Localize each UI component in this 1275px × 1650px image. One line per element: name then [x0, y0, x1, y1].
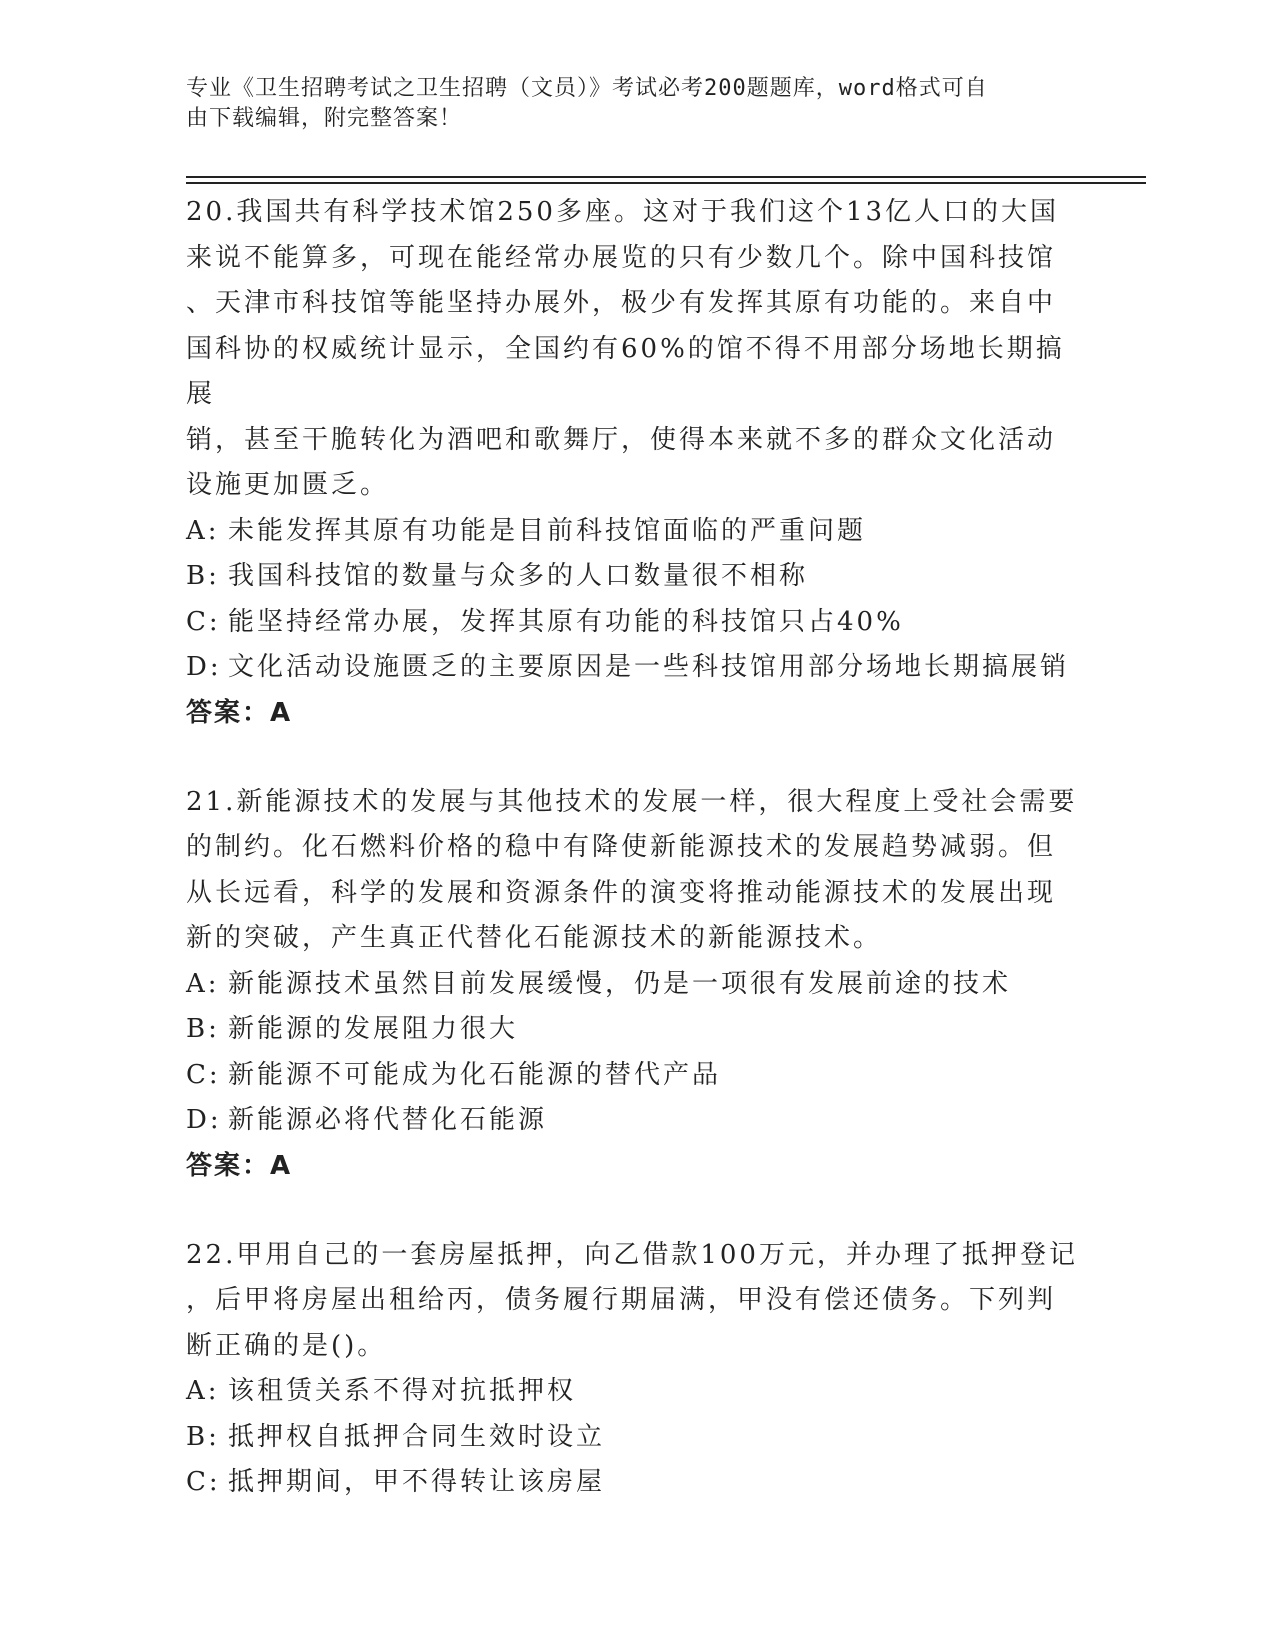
- question-21: [186, 780, 1086, 1189]
- option-letter: C:: [186, 606, 221, 637]
- stem-line: 20.我国共有科学技术馆250多座。这对于我们这个13亿人口的大国: [186, 197, 1060, 227]
- question-stem: [186, 190, 1086, 509]
- option-text: 未能发挥其原有功能是目前科技馆面临的严重问题: [228, 515, 867, 546]
- question-stem: [186, 1233, 1086, 1370]
- option-b: [186, 1007, 1086, 1053]
- option-letter: B:: [186, 561, 220, 591]
- option-letter: D:: [186, 1105, 222, 1135]
- stem-line: 销，甚至干脆转化为酒吧和歌舞厅，使得本来就不多的群众文化活动: [186, 424, 1057, 455]
- option-c: [186, 600, 1086, 646]
- option-text: 新能源必将代替化石能源: [228, 1105, 548, 1135]
- option-letter: B:: [186, 1421, 220, 1452]
- option-text: 新能源不可能成为化石能源的替代产品: [228, 1059, 722, 1090]
- stem-line: 来说不能算多，可现在能经常办展览的只有少数几个。除中国科技馆: [186, 242, 1057, 273]
- option-letter: C:: [186, 1467, 221, 1497]
- option-letter: B:: [186, 1014, 220, 1044]
- stem-line: 国科协的权威统计显示，全国约有60%的馆不得不用部分场地长期搞展: [186, 333, 1065, 409]
- header-divider-bottom: [186, 182, 1146, 184]
- stem-line: 22.甲用自己的一套房屋抵押，向乙借款100万元，并办理了抵押登记: [186, 1239, 1078, 1270]
- answer-label: 答案：A: [186, 697, 293, 728]
- option-text: 新能源的发展阻力很大: [228, 1014, 519, 1044]
- option-letter: A:: [186, 1376, 220, 1406]
- option-a: [186, 1369, 1086, 1415]
- option-b: [186, 1415, 1086, 1461]
- option-text: 我国科技馆的数量与众多的人口数量很不相称: [228, 561, 809, 591]
- option-letter: D:: [186, 652, 222, 682]
- stem-line: 的制约。化石燃料价格的稳中有降使新能源技术的发展趋势减弱。但: [186, 832, 1057, 862]
- header-line-2: 由下载编辑，附完整答案！: [186, 106, 463, 131]
- option-text: 该租赁关系不得对抗抵押权: [228, 1376, 577, 1406]
- answer-label: 答案：A: [186, 1150, 293, 1181]
- option-a: [186, 962, 1086, 1008]
- header-divider-top: [186, 176, 1146, 178]
- stem-line: 设施更加匮乏。: [186, 470, 390, 500]
- option-b: [186, 554, 1086, 600]
- option-a: [186, 509, 1086, 555]
- option-d: [186, 645, 1086, 691]
- question-20: [186, 190, 1086, 736]
- stem-line: ，后甲将房屋出租给丙，债务履行期届满，甲没有偿还债务。下列判: [186, 1285, 1057, 1315]
- option-c: [186, 1460, 1086, 1506]
- option-text: 能坚持经常办展，发挥其原有功能的科技馆只占40%: [228, 606, 904, 637]
- document-header: [186, 74, 1066, 134]
- stem-line: 新的突破，产生真正代替化石能源技术的新能源技术。: [186, 923, 883, 953]
- question-stem: [186, 780, 1086, 962]
- stem-line: 断正确的是()。: [186, 1330, 387, 1361]
- option-text: 新能源技术虽然目前发展缓慢，仍是一项很有发展前途的技术: [228, 968, 1012, 999]
- stem-line: 21.新能源技术的发展与其他技术的发展一样，很大程度上受社会需要: [186, 786, 1078, 817]
- option-d: [186, 1098, 1086, 1144]
- stem-line: 从长远看，科学的发展和资源条件的演变将推动能源技术的发展出现: [186, 877, 1057, 908]
- stem-line: 、天津市科技馆等能坚持办展外，极少有发挥其原有功能的。来自中: [186, 288, 1057, 318]
- option-letter: A:: [186, 515, 220, 546]
- option-letter: A:: [186, 968, 220, 999]
- option-text: 抵押期间，甲不得转让该房屋: [228, 1467, 606, 1497]
- question-list: [186, 190, 1086, 1550]
- option-text: 抵押权自抵押合同生效时设立: [228, 1421, 606, 1452]
- option-text: 文化活动设施匮乏的主要原因是一些科技馆用部分场地长期搞展销: [228, 652, 1070, 682]
- option-c: [186, 1053, 1086, 1099]
- header-line-1: 专业《卫生招聘考试之卫生招聘（文员）》考试必考200题题库，word格式可自: [186, 76, 988, 101]
- option-letter: C:: [186, 1059, 221, 1090]
- question-22: [186, 1233, 1086, 1506]
